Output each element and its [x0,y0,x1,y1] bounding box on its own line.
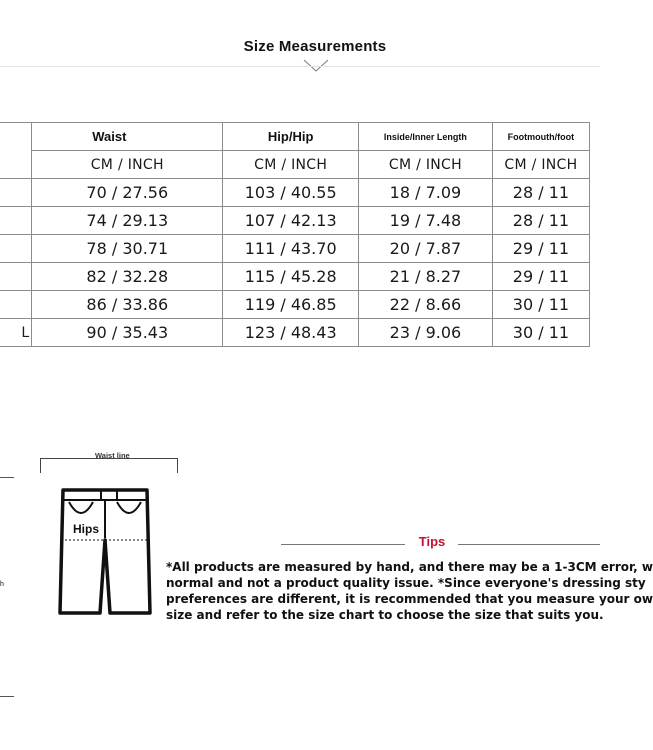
measure-label: h [0,581,4,588]
unit-cell: CM / INCH [492,151,589,179]
size-cell [0,179,32,207]
waist-cell: 86 / 33.86 [32,291,223,319]
tips-divider-left [281,544,405,545]
table-row [0,291,590,319]
inseam-cell: 20 / 7.87 [359,235,493,263]
hip-cell: 119 / 46.85 [223,291,359,319]
header-waist: Waist [32,123,223,151]
inseam-cell: 21 / 8.27 [359,263,493,291]
hip-cell: 107 / 42.13 [223,207,359,235]
waist-cell: 74 / 29.13 [32,207,223,235]
header-footmouth: Footmouth/foot [492,123,589,151]
size-table [0,122,590,347]
page-title: Size Measurements [243,38,387,55]
inseam-cell: 19 / 7.48 [359,207,493,235]
waist-cell: 70 / 27.56 [32,179,223,207]
tips-title: Tips [418,534,446,549]
table-row [0,207,590,235]
hip-cell: 115 / 45.28 [223,263,359,291]
inseam-cell: 22 / 8.66 [359,291,493,319]
measure-tick [0,696,14,697]
footmouth-cell: 28 / 11 [492,179,589,207]
size-cell [0,263,32,291]
table-row [0,319,590,347]
unit-cell: CM / INCH [223,151,359,179]
hip-cell: 123 / 48.43 [223,319,359,347]
footmouth-cell: 30 / 11 [492,291,589,319]
inseam-cell: 18 / 7.09 [359,179,493,207]
table-header-row [0,123,590,151]
footmouth-cell: 30 / 11 [492,319,589,347]
footmouth-cell: 29 / 11 [492,263,589,291]
tips-line: *All products are measured by hand, and there may be a 1-3CM error, w [166,560,653,574]
measure-tick [0,477,14,478]
size-cell [0,235,32,263]
waist-cell: 90 / 35.43 [32,319,223,347]
size-column-header [0,123,32,179]
size-cell [0,291,32,319]
waist-bracket [40,458,178,473]
shorts-icon [55,488,155,618]
waist-cell: 78 / 30.71 [32,235,223,263]
tips-line: preferences are different, it is recommended that you measure your ow [166,592,653,606]
tips-line: size and refer to the size chart to choose the size that suits you. [166,608,604,622]
tips-divider-right [458,544,600,545]
tips-text [166,559,653,623]
table-row [0,235,590,263]
inseam-cell: 23 / 9.06 [359,319,493,347]
size-cell [0,207,32,235]
footmouth-cell: 28 / 11 [492,207,589,235]
table-units-row [0,151,590,179]
table-row [0,263,590,291]
header-inseam: Inside/Inner Length [359,123,493,151]
header-hip: Hip/Hip [223,123,359,151]
unit-cell: CM / INCH [32,151,223,179]
hip-cell: 103 / 40.55 [223,179,359,207]
waist-line-label: Waist line [95,451,130,460]
footmouth-cell: 29 / 11 [492,235,589,263]
header-divider [0,66,600,67]
hip-cell: 111 / 43.70 [223,235,359,263]
waist-cell: 82 / 32.28 [32,263,223,291]
table-row [0,179,590,207]
size-cell: L [0,319,32,347]
unit-cell: CM / INCH [359,151,493,179]
hips-label: Hips [73,522,100,536]
tips-line: normal and not a product quality issue. *Since everyone's dressing sty [166,576,646,590]
